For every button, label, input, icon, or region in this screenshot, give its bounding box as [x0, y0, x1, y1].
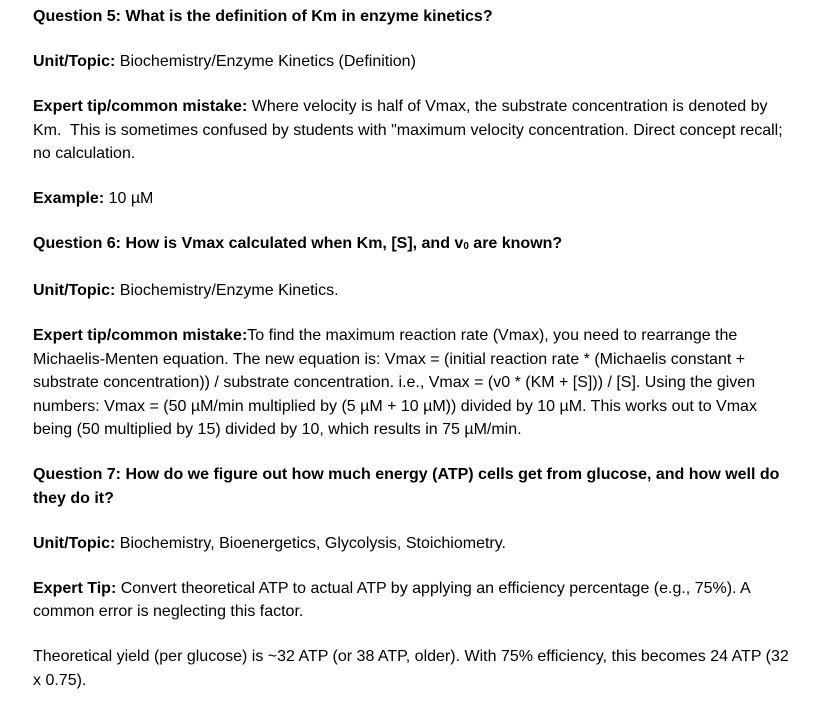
expert-tip-text: Where velocity is half of Vmax, the substrate concentration is denoted by Km. This is sometimes confused by students with "maximum velocity concentration. Direct concept recall; no calculation. [33, 98, 788, 162]
expert-tip-label: Expert tip/common mistake: [33, 98, 248, 115]
question-7-unit-topic [33, 532, 790, 556]
expert-tip-text: To find the maximum reaction rate (Vmax), you need to rearrange the Michaelis-Menten equation. The new equation is: Vmax = (initial reaction rate * (Michaelis constant + substrate concentration)) / substrate concentration. i.e., Vmax = (v0 * (KM + [S])) / [S]. Using the given numbers: Vmax = (50 µM/min multiplied by (5 µM + 10 µM)) divided by 10 µM. This works out to Vmax being (50 multiplied by 15) divided by 10, which results in 75 µM/min. [33, 327, 762, 438]
unit-topic-label: Unit/Topic: [33, 282, 116, 299]
question-7-expert-tip [33, 577, 790, 624]
example-label: Example: [33, 190, 105, 207]
question-6-unit-topic [33, 279, 790, 303]
unit-topic-text: Biochemistry, Bioenergetics, Glycolysis, Stoichiometry. [115, 534, 506, 552]
expert-tip-text: Convert theoretical ATP to actual ATP by applying an efficiency percentage (e.g., 75%). A common error is neglecting this factor. [33, 579, 755, 620]
question-6-heading-post: are known? [468, 235, 563, 252]
expert-tip-label: Expert tip/common mistake: [33, 327, 248, 344]
question-5-heading: Question 5: What is the definition of Km in enzyme kinetics? [33, 8, 493, 25]
question-6-heading [33, 232, 790, 258]
question-7-heading: Question 7: How do we figure out how much energy (ATP) cells get from glucose, and how well do they do it? [33, 466, 784, 507]
unit-topic-text: Biochemistry/Enzyme Kinetics (Definition) [115, 53, 416, 70]
v0-subscript: 0 [463, 241, 469, 253]
unit-topic-text: Biochemistry/Enzyme Kinetics. [115, 282, 339, 299]
theoretical-yield-note: Theoretical yield (per glucose) is ~32 ATP (or 38 ATP, older). With 75% efficiency, this becomes 24 ATP (32 x 0.75). [33, 648, 794, 689]
question-5-example [33, 187, 790, 211]
example-text: 10 µM [104, 190, 154, 207]
expert-tip-label: Expert Tip: [33, 579, 117, 597]
question-5-expert-tip [33, 95, 790, 166]
unit-topic-label: Unit/Topic: [33, 53, 116, 70]
question-6-expert-tip [33, 324, 790, 442]
question-5-unit-topic [33, 50, 790, 74]
question-6-heading-pre: Question 6: How is Vmax calculated when Km, [S], and v [33, 235, 464, 252]
unit-topic-label: Unit/Topic: [33, 534, 116, 552]
